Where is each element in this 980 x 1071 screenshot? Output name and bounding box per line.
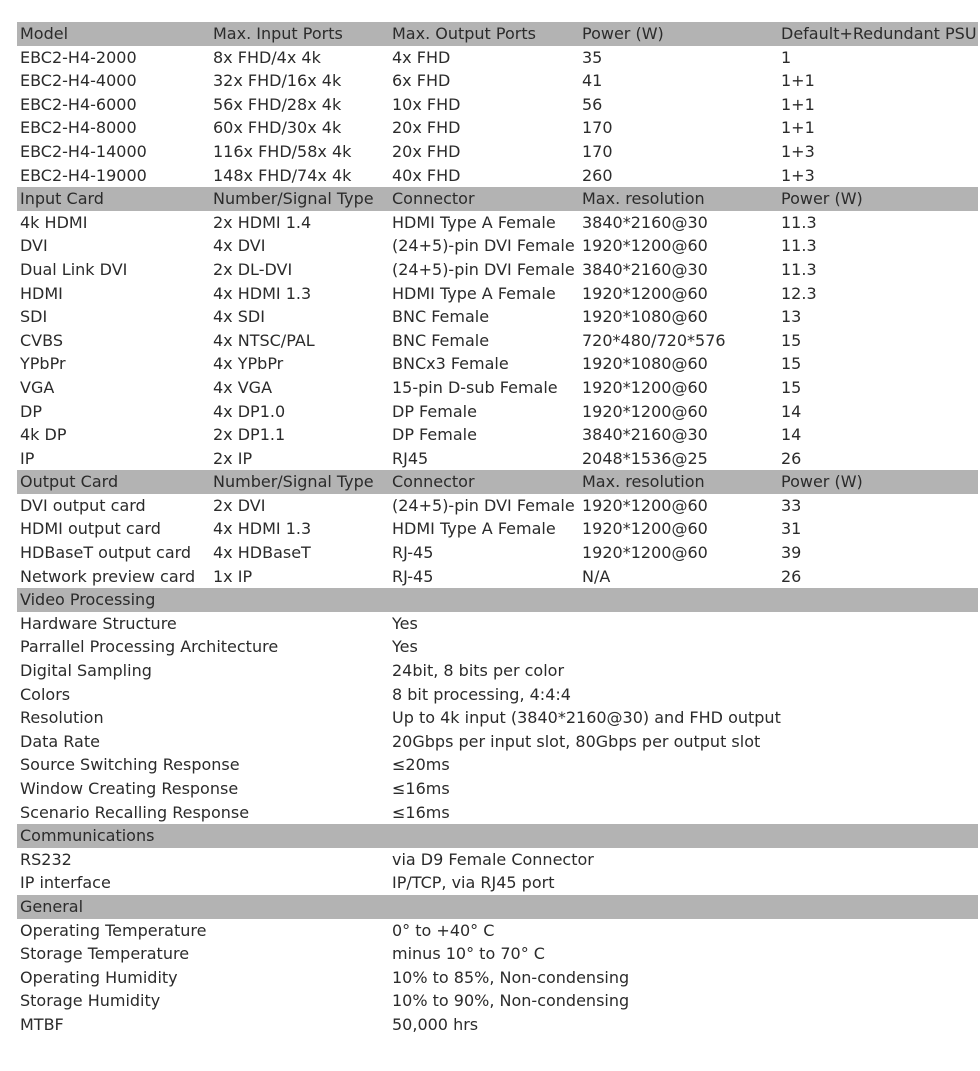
table-cell: 4x DVI [213, 236, 266, 256]
table-cell: CVBS [20, 330, 63, 350]
table-cell: 15 [781, 354, 802, 374]
spec-value: 50,000 hrs [392, 1014, 479, 1034]
table-row [17, 282, 978, 306]
table-cell: 116x FHD/58x 4k [213, 141, 352, 161]
column-header: Max. Output Ports [389, 22, 579, 46]
table-cell: 56x FHD/28x 4k [213, 94, 342, 114]
spec-row [17, 777, 978, 801]
spec-row [17, 848, 978, 872]
table-row [17, 541, 978, 565]
spec-row [17, 635, 978, 659]
table-cell: 4k HDMI [20, 212, 88, 232]
column-header: Max. Input Ports [210, 22, 389, 46]
table-cell: 4x SDI [213, 307, 265, 327]
table-cell: 8x FHD/4x 4k [213, 47, 321, 67]
table-cell: 41 [582, 71, 603, 91]
spec-label: Hardware Structure [20, 613, 177, 633]
table-row [17, 93, 978, 117]
section-title: Communications [17, 824, 978, 848]
column-header: Connector [389, 470, 579, 494]
spec-label: RS232 [20, 849, 72, 869]
table-cell: HDMI [20, 283, 63, 303]
spec-row [17, 966, 978, 990]
section-title: Video Processing [17, 588, 978, 612]
table-row [17, 164, 978, 188]
table-cell: RJ45 [392, 448, 429, 468]
table-cell: 3840*2160@30 [582, 259, 708, 279]
table-cell: 1+3 [781, 141, 815, 161]
column-header: Connector [389, 187, 579, 211]
table-cell: 170 [582, 118, 613, 138]
table-cell: 56 [582, 94, 603, 114]
spec-value: 10% to 85%, Non-condensing [392, 967, 630, 987]
table-row [17, 400, 978, 424]
table-cell: 4k DP [20, 425, 67, 445]
table-cell: 1920*1200@60 [582, 495, 708, 515]
table-cell: 11.3 [781, 236, 817, 256]
table-cell: 6x FHD [392, 71, 451, 91]
table-row [17, 116, 978, 140]
table-cell: 1 [781, 47, 792, 67]
table-cell: 1920*1200@60 [582, 401, 708, 421]
spec-label: Digital Sampling [20, 661, 152, 681]
table-cell: 4x HDMI 1.3 [213, 283, 312, 303]
table-cell: 720*480/720*576 [582, 330, 726, 350]
spec-row [17, 659, 978, 683]
table-cell: RJ-45 [392, 543, 434, 563]
column-header: Power (W) [579, 22, 778, 46]
spec-value: ≤16ms [392, 779, 450, 798]
table-cell: HDMI Type A Female [392, 212, 556, 232]
table-cell: IP [20, 448, 35, 468]
table-cell: HDMI Type A Female [392, 283, 556, 303]
table-cell: HDMI output card [20, 519, 161, 539]
table-cell: EBC2-H4-4000 [20, 71, 137, 91]
spec-label: Window Creating Response [20, 779, 239, 798]
table-cell: EBC2-H4-8000 [20, 118, 137, 138]
spec-label: Source Switching Response [20, 755, 240, 775]
table-cell: 1+1 [781, 94, 815, 114]
table-cell: Dual Link DVI [20, 259, 128, 279]
table-cell: 170 [582, 141, 613, 161]
column-header: Input Card [17, 187, 210, 211]
table-cell: (24+5)-pin DVI Female [392, 236, 575, 256]
spec-label: Operating Temperature [20, 920, 207, 940]
spec-label: Colors [20, 684, 71, 704]
spec-row [17, 753, 978, 777]
table-cell: HDMI Type A Female [392, 519, 556, 539]
column-header: Default+Redundant PSU [778, 22, 978, 46]
table-cell: DVI [20, 236, 48, 256]
table-cell: 1+1 [781, 71, 815, 91]
spec-value: 8 bit processing, 4:4:4 [392, 684, 571, 704]
models-header-row [17, 22, 978, 46]
table-cell: EBC2-H4-19000 [20, 165, 147, 185]
table-cell: 4x VGA [213, 377, 273, 397]
table-cell: BNC Female [392, 307, 490, 327]
spec-value: 20Gbps per input slot, 80Gbps per output slot [392, 731, 761, 751]
column-header: Number/Signal Type [210, 187, 389, 211]
output-cards-header-row [17, 470, 978, 494]
column-header: Output Card [17, 470, 210, 494]
table-cell: 40x FHD [392, 165, 461, 185]
table-cell: YPbPr [20, 354, 66, 374]
table-cell: (24+5)-pin DVI Female [392, 259, 575, 279]
spec-label: Resolution [20, 708, 104, 728]
spec-table-body [17, 22, 978, 1037]
table-cell: 1920*1080@60 [582, 307, 708, 327]
table-cell: 3840*2160@30 [582, 425, 708, 445]
spec-row [17, 801, 978, 825]
video-processing-section-header [17, 588, 978, 612]
spec-label: Parrallel Processing Architecture [20, 637, 279, 657]
table-cell: DVI output card [20, 495, 146, 515]
table-cell: 3840*2160@30 [582, 212, 708, 232]
table-row [17, 305, 978, 329]
table-cell: 39 [781, 543, 802, 563]
table-cell: 1+1 [781, 118, 815, 138]
table-row [17, 46, 978, 70]
column-header: Power (W) [778, 470, 978, 494]
table-cell: 14 [781, 401, 802, 421]
table-cell: 4x HDBaseT [213, 543, 311, 563]
table-cell: HDBaseT output card [20, 543, 192, 563]
table-cell: 2x HDMI 1.4 [213, 212, 312, 232]
table-cell: 2x DP1.1 [213, 425, 286, 445]
table-cell: 1920*1200@60 [582, 236, 708, 256]
table-cell: 11.3 [781, 259, 817, 279]
table-cell: 35 [582, 47, 603, 67]
table-cell: 14 [781, 425, 802, 445]
spec-label: Scenario Recalling Response [20, 802, 250, 822]
table-row [17, 234, 978, 258]
spec-label: Operating Humidity [20, 967, 178, 987]
table-cell: 1+3 [781, 165, 815, 185]
spec-value: Up to 4k input (3840*2160@30) and FHD output [392, 708, 781, 728]
spec-row [17, 683, 978, 707]
table-cell: (24+5)-pin DVI Female [392, 495, 575, 515]
column-header: Max. resolution [579, 187, 778, 211]
table-cell: 32x FHD/16x 4k [213, 71, 342, 91]
table-cell: 20x FHD [392, 118, 461, 138]
table-row [17, 447, 978, 471]
spec-table [17, 22, 978, 1037]
column-header: Model [17, 22, 210, 46]
spec-value: minus 10° to 70° C [392, 944, 545, 964]
table-row [17, 69, 978, 93]
spec-label: MTBF [20, 1014, 64, 1034]
spec-row [17, 612, 978, 636]
input-cards-header-row [17, 187, 978, 211]
table-row [17, 423, 978, 447]
table-cell: 1920*1200@60 [582, 377, 708, 397]
table-row [17, 140, 978, 164]
table-cell: 1920*1200@60 [582, 543, 708, 563]
table-cell: BNCx3 Female [392, 354, 509, 374]
spec-label: Data Rate [20, 731, 100, 751]
column-header: Max. resolution [579, 470, 778, 494]
table-cell: 1920*1200@60 [582, 519, 708, 539]
spec-value: 10% to 90%, Non-condensing [392, 991, 630, 1011]
spec-value: 24bit, 8 bits per color [392, 661, 565, 681]
spec-row [17, 1013, 978, 1037]
table-cell: 4x FHD [392, 47, 451, 67]
table-cell: 148x FHD/74x 4k [213, 165, 352, 185]
section-title: General [17, 895, 978, 919]
table-row [17, 258, 978, 282]
spec-label: IP interface [20, 873, 111, 893]
table-cell: 10x FHD [392, 94, 461, 114]
spec-row [17, 706, 978, 730]
table-cell: 13 [781, 307, 802, 327]
table-cell: 33 [781, 495, 802, 515]
spec-row [17, 989, 978, 1013]
table-cell: Network preview card [20, 566, 196, 586]
spec-label: Storage Humidity [20, 991, 161, 1011]
table-cell: VGA [20, 377, 55, 397]
column-header: Power (W) [778, 187, 978, 211]
table-cell: SDI [20, 307, 48, 327]
spec-row [17, 871, 978, 895]
table-cell: 1920*1200@60 [582, 283, 708, 303]
table-cell: DP [20, 401, 42, 421]
table-cell: DP Female [392, 401, 477, 421]
table-cell: EBC2-H4-2000 [20, 47, 137, 67]
table-cell: DP Female [392, 425, 477, 445]
table-cell: 15 [781, 377, 802, 397]
table-cell: 2x DL-DVI [213, 259, 293, 279]
table-cell: 4x DP1.0 [213, 401, 286, 421]
spec-label: Storage Temperature [20, 944, 190, 964]
spec-value: via D9 Female Connector [392, 849, 594, 869]
table-row [17, 517, 978, 541]
spec-row [17, 919, 978, 943]
table-cell: 2048*1536@25 [582, 448, 708, 468]
table-cell: EBC2-H4-6000 [20, 94, 137, 114]
table-cell: 2x DVI [213, 495, 266, 515]
column-header: Number/Signal Type [210, 470, 389, 494]
table-cell: BNC Female [392, 330, 490, 350]
table-cell: N/A [582, 566, 611, 586]
table-row [17, 352, 978, 376]
table-cell: 31 [781, 519, 802, 539]
spec-row [17, 942, 978, 966]
table-row [17, 494, 978, 518]
spec-value: Yes [392, 613, 418, 633]
communications-section-header [17, 824, 978, 848]
table-cell: 1920*1080@60 [582, 354, 708, 374]
general-section-header [17, 895, 978, 919]
table-cell: 26 [781, 566, 802, 586]
spec-row [17, 730, 978, 754]
table-row [17, 211, 978, 235]
table-cell: 26 [781, 448, 802, 468]
table-cell: 4x HDMI 1.3 [213, 519, 312, 539]
table-cell: 60x FHD/30x 4k [213, 118, 342, 138]
table-cell: 15-pin D-sub Female [392, 377, 558, 397]
spec-value: 0° to +40° C [392, 920, 495, 940]
table-cell: 4x YPbPr [213, 354, 284, 374]
table-row [17, 565, 978, 589]
table-cell: 4x NTSC/PAL [213, 330, 315, 350]
table-cell: EBC2-H4-14000 [20, 141, 147, 161]
table-cell: RJ-45 [392, 566, 434, 586]
table-cell: 15 [781, 330, 802, 350]
table-row [17, 376, 978, 400]
table-cell: 11.3 [781, 212, 817, 232]
spec-value: ≤16ms [392, 802, 450, 822]
table-cell: 2x IP [213, 448, 253, 468]
spec-value: ≤20ms [392, 755, 450, 775]
table-cell: 12.3 [781, 283, 817, 303]
table-cell: 1x IP [213, 566, 253, 586]
table-row [17, 329, 978, 353]
table-cell: 20x FHD [392, 141, 461, 161]
table-cell: 260 [582, 165, 613, 185]
spec-value: Yes [392, 637, 418, 657]
spec-value: IP/TCP, via RJ45 port [392, 873, 555, 893]
